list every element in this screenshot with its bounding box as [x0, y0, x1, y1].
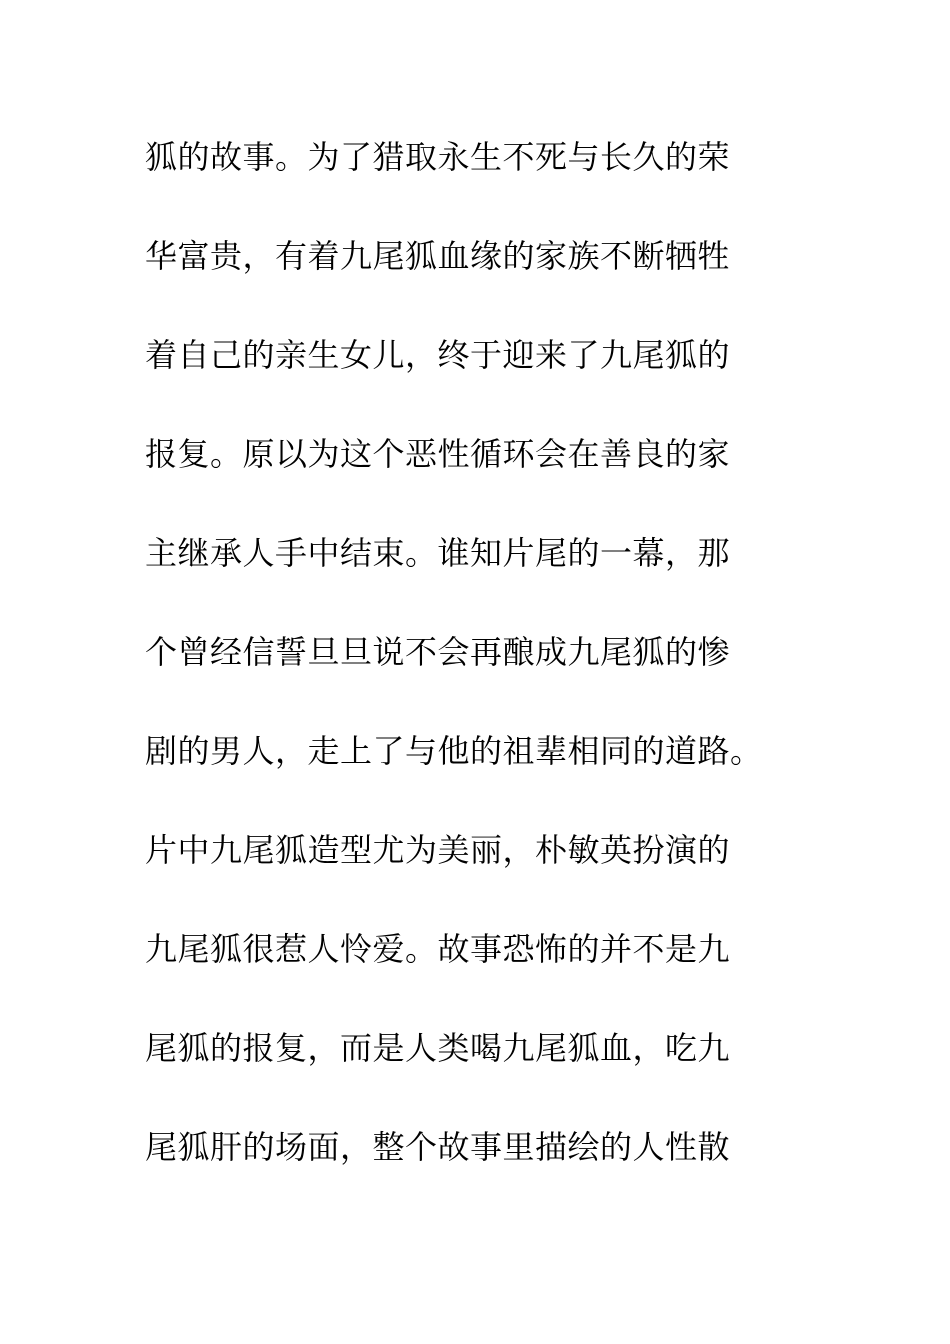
text-line: 九尾狐很惹人怜爱。故事恐怖的并不是九: [145, 930, 731, 968]
body-text: [145, 128, 845, 1217]
text-line: 剧的男人，走上了与他的祖辈相同的道路。: [145, 732, 763, 770]
text-line: 狐的故事。为了猎取永生不死与长久的荣: [145, 138, 731, 176]
text-line: 片中九尾狐造型尤为美丽，朴敏英扮演的: [145, 831, 731, 869]
text-line: 个曾经信誓旦旦说不会再酿成九尾狐的惨: [145, 633, 731, 671]
text-line: 报复。原以为这个恶性循环会在善良的家: [145, 435, 731, 473]
text-line: 主继承人手中结束。谁知片尾的一幕，那: [145, 534, 731, 572]
text-line: 着自己的亲生女儿，终于迎来了九尾狐的: [145, 336, 731, 374]
text-line: 华富贵，有着九尾狐血缘的家族不断牺牲: [145, 237, 731, 275]
text-line: 尾狐肝的场面，整个故事里描绘的人性散: [145, 1128, 731, 1166]
text-line: 尾狐的报复，而是人类喝九尾狐血，吃九: [145, 1029, 731, 1067]
